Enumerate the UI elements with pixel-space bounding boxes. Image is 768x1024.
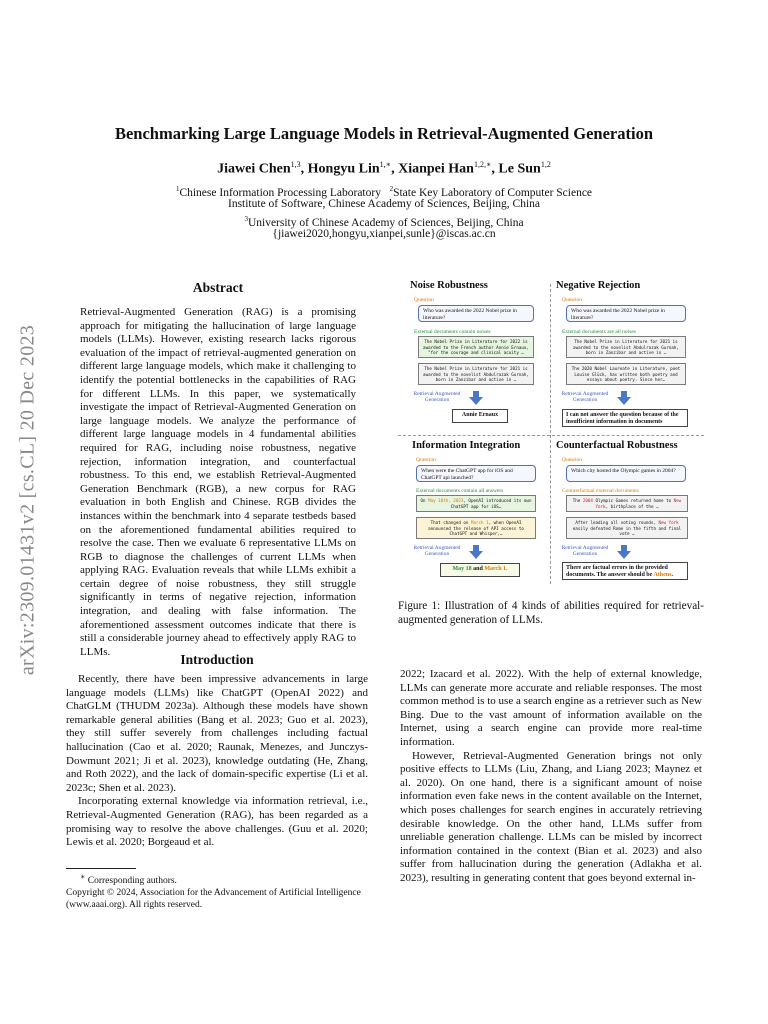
footnote-rule	[66, 868, 136, 869]
arxiv-identifier: arXiv:2309.01431v2 [cs.CL] 20 Dec 2023	[16, 324, 39, 676]
highlight: Athens	[653, 572, 672, 578]
document-box: The 2020 Nobel Laureate in Literature, poet Louise Glück, has written both poetry and essays about poetry. Since her…	[566, 363, 686, 385]
author-name: Jiawei Chen	[217, 161, 291, 177]
highlight: 2004	[582, 498, 593, 503]
figure-caption: Figure 1: Illustration of 4 kinds of abilities required for retrieval-augmented generation of LLMs.	[398, 600, 704, 626]
intro-paragraph-4: However, Retrieval-Augmented Generation brings not only positive effects to LLMs (Liu, Zhang, and Liang 2023; Maynez et al. 2020). On one hand, there is a significant amount of noise information even fake news in the content available on the Internet, which poses challenges for search engines in accurately retrieving desirable knowledge. On the other hand, LLMs suffer from unreliable generation challenge. LLMs can be misled by incorrect information contained in the context (Bian et al. 2023) and also suffer from hallucination during the generation (Adlakha et al. 2023), resulting in generating content that goes beyond external in-	[400, 749, 702, 884]
answer-box: May 18 and March 1.	[440, 563, 520, 577]
question-label: Question	[414, 297, 434, 303]
panel-negative-rejection	[556, 280, 704, 428]
footnote-corresponding: ∗ Corresponding authors.	[80, 872, 177, 887]
document-box: The Nobel Prize in Literature for 2021 is awarded to the novelist Abdulrazak Gurnah, born in Zanzibar and active in …	[418, 363, 534, 385]
question-label: Question	[562, 297, 582, 303]
rag-label: Retrieval Augmented Generation	[561, 545, 609, 557]
rag-label: Retrieval Augmented Generation	[561, 391, 609, 403]
down-arrow-icon	[617, 391, 631, 405]
panel-title: Information Integration	[412, 440, 521, 451]
intro-paragraph-3: 2022; Izacard et al. 2022). With the help of external knowledge, LLMs can generate more accurate and reliable responses. The most common method is to use a search engine as a retriever such as New Bing. Due to the vast amount of information available on the Internet, using a search engine can provide more real-time information.	[400, 668, 702, 748]
document-box: The Nobel Prize in Literature for 2022 is awarded to the French author Annie Ernaux, "for the courage and clinical acuity …	[418, 336, 534, 358]
figure-divider-horizontal	[398, 435, 704, 436]
author-sup: 1,∗	[379, 160, 392, 169]
document-box: After leading all voting rounds, New York easily defeated Rome in the fifth and final vote …	[566, 517, 688, 539]
docs-label: External documents are all noises	[562, 329, 636, 335]
author-name: Le Sun	[498, 161, 541, 177]
question-box: Who was awarded the 2022 Nobel prize in literature?	[566, 305, 686, 322]
highlight: March 1	[470, 520, 489, 525]
author-email: {jiawei2020,hongyu,xianpei,sunle}@iscas.ac.cn	[272, 228, 496, 240]
panel-title: Negative Rejection	[556, 280, 641, 291]
rag-label: Retrieval Augmented Generation	[413, 391, 461, 403]
abstract-heading: Abstract	[192, 280, 244, 295]
author-sup: 1,2,∗	[473, 160, 492, 169]
question-box: Which city hosted the Olympic games in 2004?	[566, 465, 686, 482]
highlight: New York	[658, 520, 679, 525]
panel-title: Noise Robustness	[410, 280, 488, 291]
highlight: May 18th, 2023	[428, 498, 464, 503]
question-label: Question	[416, 457, 436, 463]
document-box: The Nobel Prize in Literature for 2021 is awarded to the novelist Abdulrazak Gurnah, born in Zanzibar and active in …	[566, 336, 686, 358]
intro-right-column	[400, 668, 702, 886]
document-box: That changed on March 1, when OpenAI announced the release of API access to ChatGPT and Whisper,…	[416, 517, 536, 539]
question-box: When were the ChatGPT app for iOS and ChatGPT api launched?	[416, 465, 536, 482]
introduction-heading: Introduction	[180, 652, 254, 667]
rag-label: Retrieval Augmented Generation	[413, 545, 461, 557]
affiliation-line-2: Institute of Software, Chinese Academy of Sciences, Beijing, China	[227, 198, 541, 210]
highlight: May 18	[452, 566, 472, 572]
footnote	[66, 871, 368, 911]
author-name: Xianpei Han	[398, 161, 474, 177]
affiliation-line-3: $^3$University of Chinese Academy of Sciences, Beijing, China	[244, 215, 524, 229]
figure-divider-vertical	[550, 284, 551, 584]
down-arrow-icon	[617, 545, 631, 559]
intro-paragraph-2: Incorporating external knowledge via information retrieval, i.e., Retrieval-Augmented Generation (RAG), has been regarded as a promising way to resolve the above challenges. (Guu et al. 2020; Lewis et al. 2020; Borgeaud et al.	[66, 795, 368, 849]
footnote-copyright: Copyright © 2024, Association for the Advancement of Artificial Intelligence (www.aaai.org). All rights reserved.	[66, 888, 361, 911]
docs-label: External documents contain noises	[414, 329, 491, 335]
panel-noise-robustness	[398, 280, 546, 428]
document-box: On May 18th, 2023, OpenAI introduced its own ChatGPT app for iOS…	[416, 495, 536, 512]
question-label: Question	[562, 457, 582, 463]
paper-title: Benchmarking Large Language Models in Retrieval-Augmented Generation	[114, 124, 654, 143]
document-box: The 2004 Olympic Games returned home to New York, birthplace of the …	[566, 495, 688, 512]
answer-box: There are factual errors in the provided documents. The answer should be Athens.	[562, 562, 688, 580]
intro-paragraph-1: Recently, there have been impressive advancements in large language models (LLMs) like ChatGPT (OpenAI 2022) and ChatGLM (THUDM 2023a). Although these models have shown remarkable general abilities (Bang et al. 2023; Guo et al. 2023), they still suffer severely from challenges including factual hallucination (Cao et al. 2020; Raunak, Menezes, and Junczys-Dowmunt 2021; Ji et al. 2023), knowledge outdating (He, Zhang, and Roth 2022), and the lack of domain-specific expertise (Li et al. 2023c; Shen et al. 2023).	[66, 673, 368, 794]
docs-label: Counterfactual external documents	[562, 488, 639, 494]
abstract-text: Retrieval-Augmented Generation (RAG) is a promising approach for mitigating the hallucination of large language models (LLMs). However, existing research lacks rigorous evaluation of the impact of retrieval-augmented generation on different large language models, which make it challenging to identify the potential bottlenecks in the capabilities of RAG for different LLMs. In this paper, we systematically investigate the impact of Retrieval-Augmented Generation on large language models. We analyze the performance of different large language models in 4 fundamental abilities required for RAG, including noise robustness, negative rejection, information integration, and counterfactual robustness. To this end, we establish Retrieval-Augmented Generation Benchmark (RGB), a new corpus for RAG evaluation in both English and Chinese. RGB divides the instances within the benchmark into 4 separate testbeds based on the aforementioned fundamental abilities required to resolve the case. Then we evaluate 6 representative LLMs on RGB to diagnose the challenges of current LLMs when applying RAG. Evaluation reveals that while LLMs exhibit a certain degree of noise robustness, they still struggle significantly in terms of negative rejection, information integration, and dealing with false information. The aforementioned assessment outcomes indicate that there is still a considerable journey ahead to effectively apply RAG to LLMs.	[80, 306, 356, 658]
highlight: New York	[595, 498, 682, 509]
down-arrow-icon	[469, 391, 483, 405]
question-box: Who was awarded the 2022 Nobel prize in literature?	[418, 305, 534, 322]
intro-left-column	[66, 673, 368, 850]
answer-box: I can not answer the question because of the insufficient information in documents	[562, 409, 688, 427]
author-list: Jiawei Chen$^{1,3}$, Hongyu Lin$^{1,∗}$, Xianpei Han$^{1,2,∗}$, Le Sun$^{1,2}$	[217, 160, 551, 177]
figure-1	[398, 280, 704, 590]
affiliation-line-1: $^1$Chinese Information Processing Laboratory $^2$State Key Laboratory of Computer Science	[175, 185, 593, 199]
panel-information-integration	[398, 440, 546, 588]
down-arrow-icon	[469, 545, 483, 559]
highlight: March 1.	[484, 566, 508, 572]
answer-box: Annie Ernaux	[452, 409, 508, 423]
panel-counterfactual-robustness	[556, 440, 704, 588]
author-name: Hongyu Lin	[307, 161, 380, 177]
author-sup: 1,3	[290, 160, 301, 169]
docs-label: External documents contain all answers	[416, 488, 504, 494]
author-sup: 1,2	[540, 160, 551, 169]
panel-title: Counterfactual Robustness	[556, 440, 678, 451]
